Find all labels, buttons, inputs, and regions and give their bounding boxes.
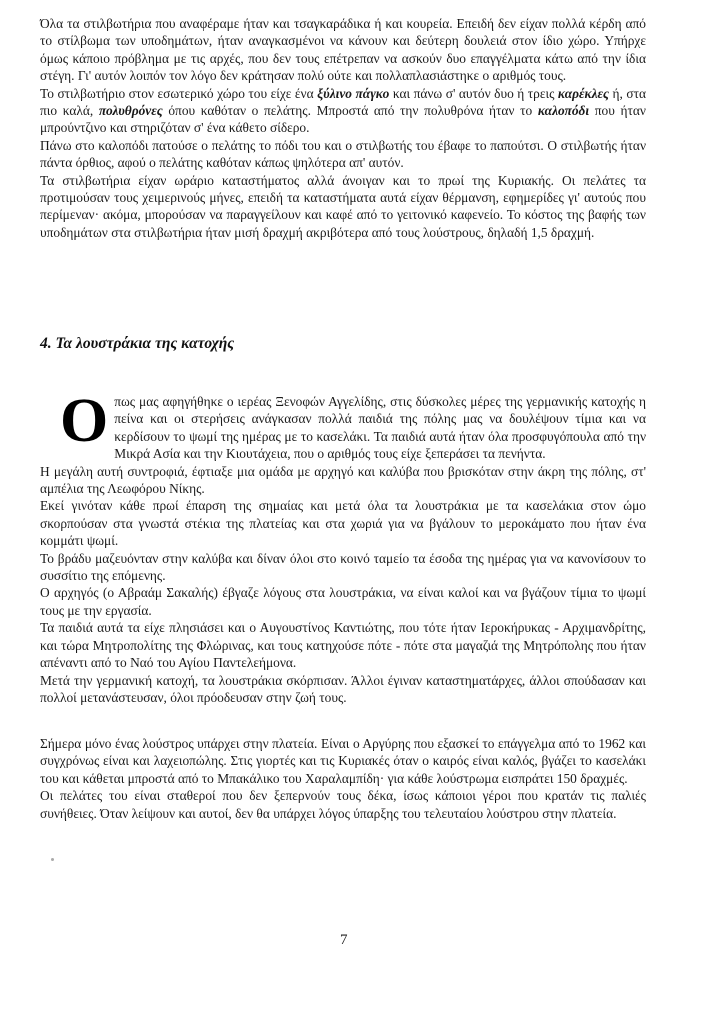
paragraph: Τα παιδιά αυτά τα είχε πλησιάσει και ο Αυγουστίνος Καντιώτης, που τότε ήταν Ιεροκήρυκας - Αρχιμανδρίτης, και τώρα Μητροπολίτης της Φλώρινας, και τους κατηχούσε πότε - πότε στα μαγαζιά της Μητρόπολης που ήταν απέναντι από το Ναό του Αγίου Παντελεήμονα. xyxy=(40,620,646,671)
paragraph xyxy=(40,387,646,463)
emphasized-term: καρέκλες xyxy=(557,85,610,101)
paragraph: Εκεί γινόταν κάθε πρωί έπαρση της σημαίας και μετά όλα τα λουστράκια με τα κασελάκια στον ώμο σκορπούσαν στα γνωστά στέκια της πλατείας και στα χωριά για να βγάλουν το μεροκάματο που ήταν ένα κομμάτι ψωμί. xyxy=(40,498,646,549)
paragraph: Οι πελάτες του είναι σταθεροί που δεν ξεπερνούν τους δέκα, ίσως κάποιοι γέροι που κρατάν τις παλιές συνήθειες. Όταν λείψουν και αυτοί, δεν θα υπάρχει λόγος ύπαρξης του τελευταίου λούστρου στην πλατεία. xyxy=(40,788,646,821)
page-number: 7 xyxy=(340,932,348,948)
emphasized-term: ξύλινο πάγκο xyxy=(317,85,390,101)
paragraph xyxy=(40,85,646,137)
emphasized-term: πολυθρόνες xyxy=(98,103,163,119)
paragraph: Τα στιλβωτήρια είχαν ωράριο καταστήματος αλλά άνοιγαν και το πρωί της Κυριακής. Οι πελάτες τα προτιμούσαν τους χειμερινούς μήνες, επειδή τα καταστήματα αυτά είχαν θέρμανση, εφημερίδες γι' αυτούς που περίμεναν· ακόμα, μπορούσαν να παραγγείλουν και καφέ από το γειτονικό καφενείο. Το κόστος της βαφής των υποδημάτων στα στιλβωτήρια ήταν μισή δραχμή ακριβότερα από τους λούστρους, δηλαδή 1,5 δραχμή. xyxy=(40,172,646,240)
text-run: και πάνω σ' αυτόν δυο ή τρεις xyxy=(389,85,558,101)
section-number: 4. xyxy=(40,335,52,352)
text-run: ή, στα πιο καλά, xyxy=(40,85,646,119)
paragraph: Σήμερα μόνο ένας λούστρος υπάρχει στην πλατεία. Είναι ο Αργύρης που εξασκεί το επάγγελμα από το 1962 και συγχρόνως είναι και λαχειοπώλης. Στις γιορτές και τις Κυριακές όταν ο καιρός είναι καλός, βγάζει το κασελάκι του και κάθεται μπροστά από το Μπακάλικο του Χαραλαμπίδη· για κάθε λούστρωμα εισπράτει 150 δραχμές. xyxy=(40,736,646,786)
emphasized-term: καλοπόδι xyxy=(537,103,590,119)
text-run: πως μας αφηγήθηκε ο ιερέας Ξενοφών Αγγελίδης, στις δύσκολες μέρες της γερμανικής κατοχής η πείνα και οι στερήσεις ανάγκασαν πολλά παιδιά της πόλης μας να δουλέψουν τίμια και να κερδίσουν το ψωμί της ημέρας με το κασελάκι. Τα παιδιά αυτά ήταν όλα προσφυγόπουλα από την Μικρά Ασία και την Κιουτάχεια, που ο αριθμός τους είχε ξεπεράσει τα πενήντα. xyxy=(114,394,646,462)
paragraph: Μετά την γερμανική κατοχή, τα λουστράκια σκόρπισαν. Άλλοι έγιναν καταστηματάρχες, άλλοι σπούδασαν και πολλοί μετανάστευσαν, όλοι πρόοδευσαν στην ζωή τους. xyxy=(40,672,646,705)
occupation-section xyxy=(40,387,646,706)
paragraph: Πάνω στο καλοπόδι πατούσε ο πελάτης το πόδι του και ο στιλβωτής του έβαφε το παπούτσι. Ο στιλβωτής ήταν πάντα όρθιος, αφού ο πελάτης καθόταν κάπως ψηλότερα απ' αυτόν. xyxy=(40,137,646,171)
paragraph: Το βράδυ μαζευόνταν στην καλύβα και δίναν όλοι στο κοινό ταμείο τα έσοδα της ημέρας για να κανονίσουν το συσσίτιο της επόμενης. xyxy=(40,550,646,584)
scan-speck xyxy=(51,858,54,861)
today-section xyxy=(40,735,646,822)
section-title: Τα λουστράκια της κατοχής xyxy=(55,335,235,352)
text-run: που ήταν μπρούντζινο και στηριζόταν σ' ένα κάθετο σίδερο. xyxy=(40,103,646,136)
paragraph: Η μεγάλη αυτή συντροφιά, έφτιαξε μια ομάδα με αρχηγό και καλύβα που βρισκόταν στην άκρη της πόλης, στ' αμπέλια της Λεωφόρου Νίκης. xyxy=(40,463,646,497)
paragraph: Ο αρχηγός (ο Αβραάμ Σακαλής) έβγαζε λόγους στα λουστράκια, να είναι καλοί και να βγάζουν τίμια το ψωμί τους με την εργασία. xyxy=(40,585,646,618)
intro-section xyxy=(40,15,646,241)
drop-cap: Ο xyxy=(60,387,109,455)
section-heading xyxy=(40,335,234,353)
paragraph: Όλα τα στιλβωτήρια που αναφέραμε ήταν και τσαγκαράδικα ή και κουρεία. Επειδή δεν είχαν πολλά κέρδη από το στίλβωμα των υποδημάτων, ήταν αναγκασμένοι να κάνουν και δεύτερη δουλειά στον ίδιο χώρο. Υπήρχε όμως κάποιο πρόβλημα με τις αρχές, που δεν τους επέτρεπαν να ασκούν δυο επαγγέλματα κάτω από την ίδια στέγη. Γι' αυτόν λοιπόν τον λόγο δεν κράτησαν πολύ ούτε και πολλαπλασιάστηκε ο αριθμός τους. xyxy=(40,16,646,84)
text-run: όπου καθόταν ο πελάτης. Μπροστά από την πολυθρόνα ήταν το xyxy=(162,103,538,119)
text-run: Το στιλβωτήριο στον εσωτερικό χώρο του είχε ένα xyxy=(40,85,318,101)
